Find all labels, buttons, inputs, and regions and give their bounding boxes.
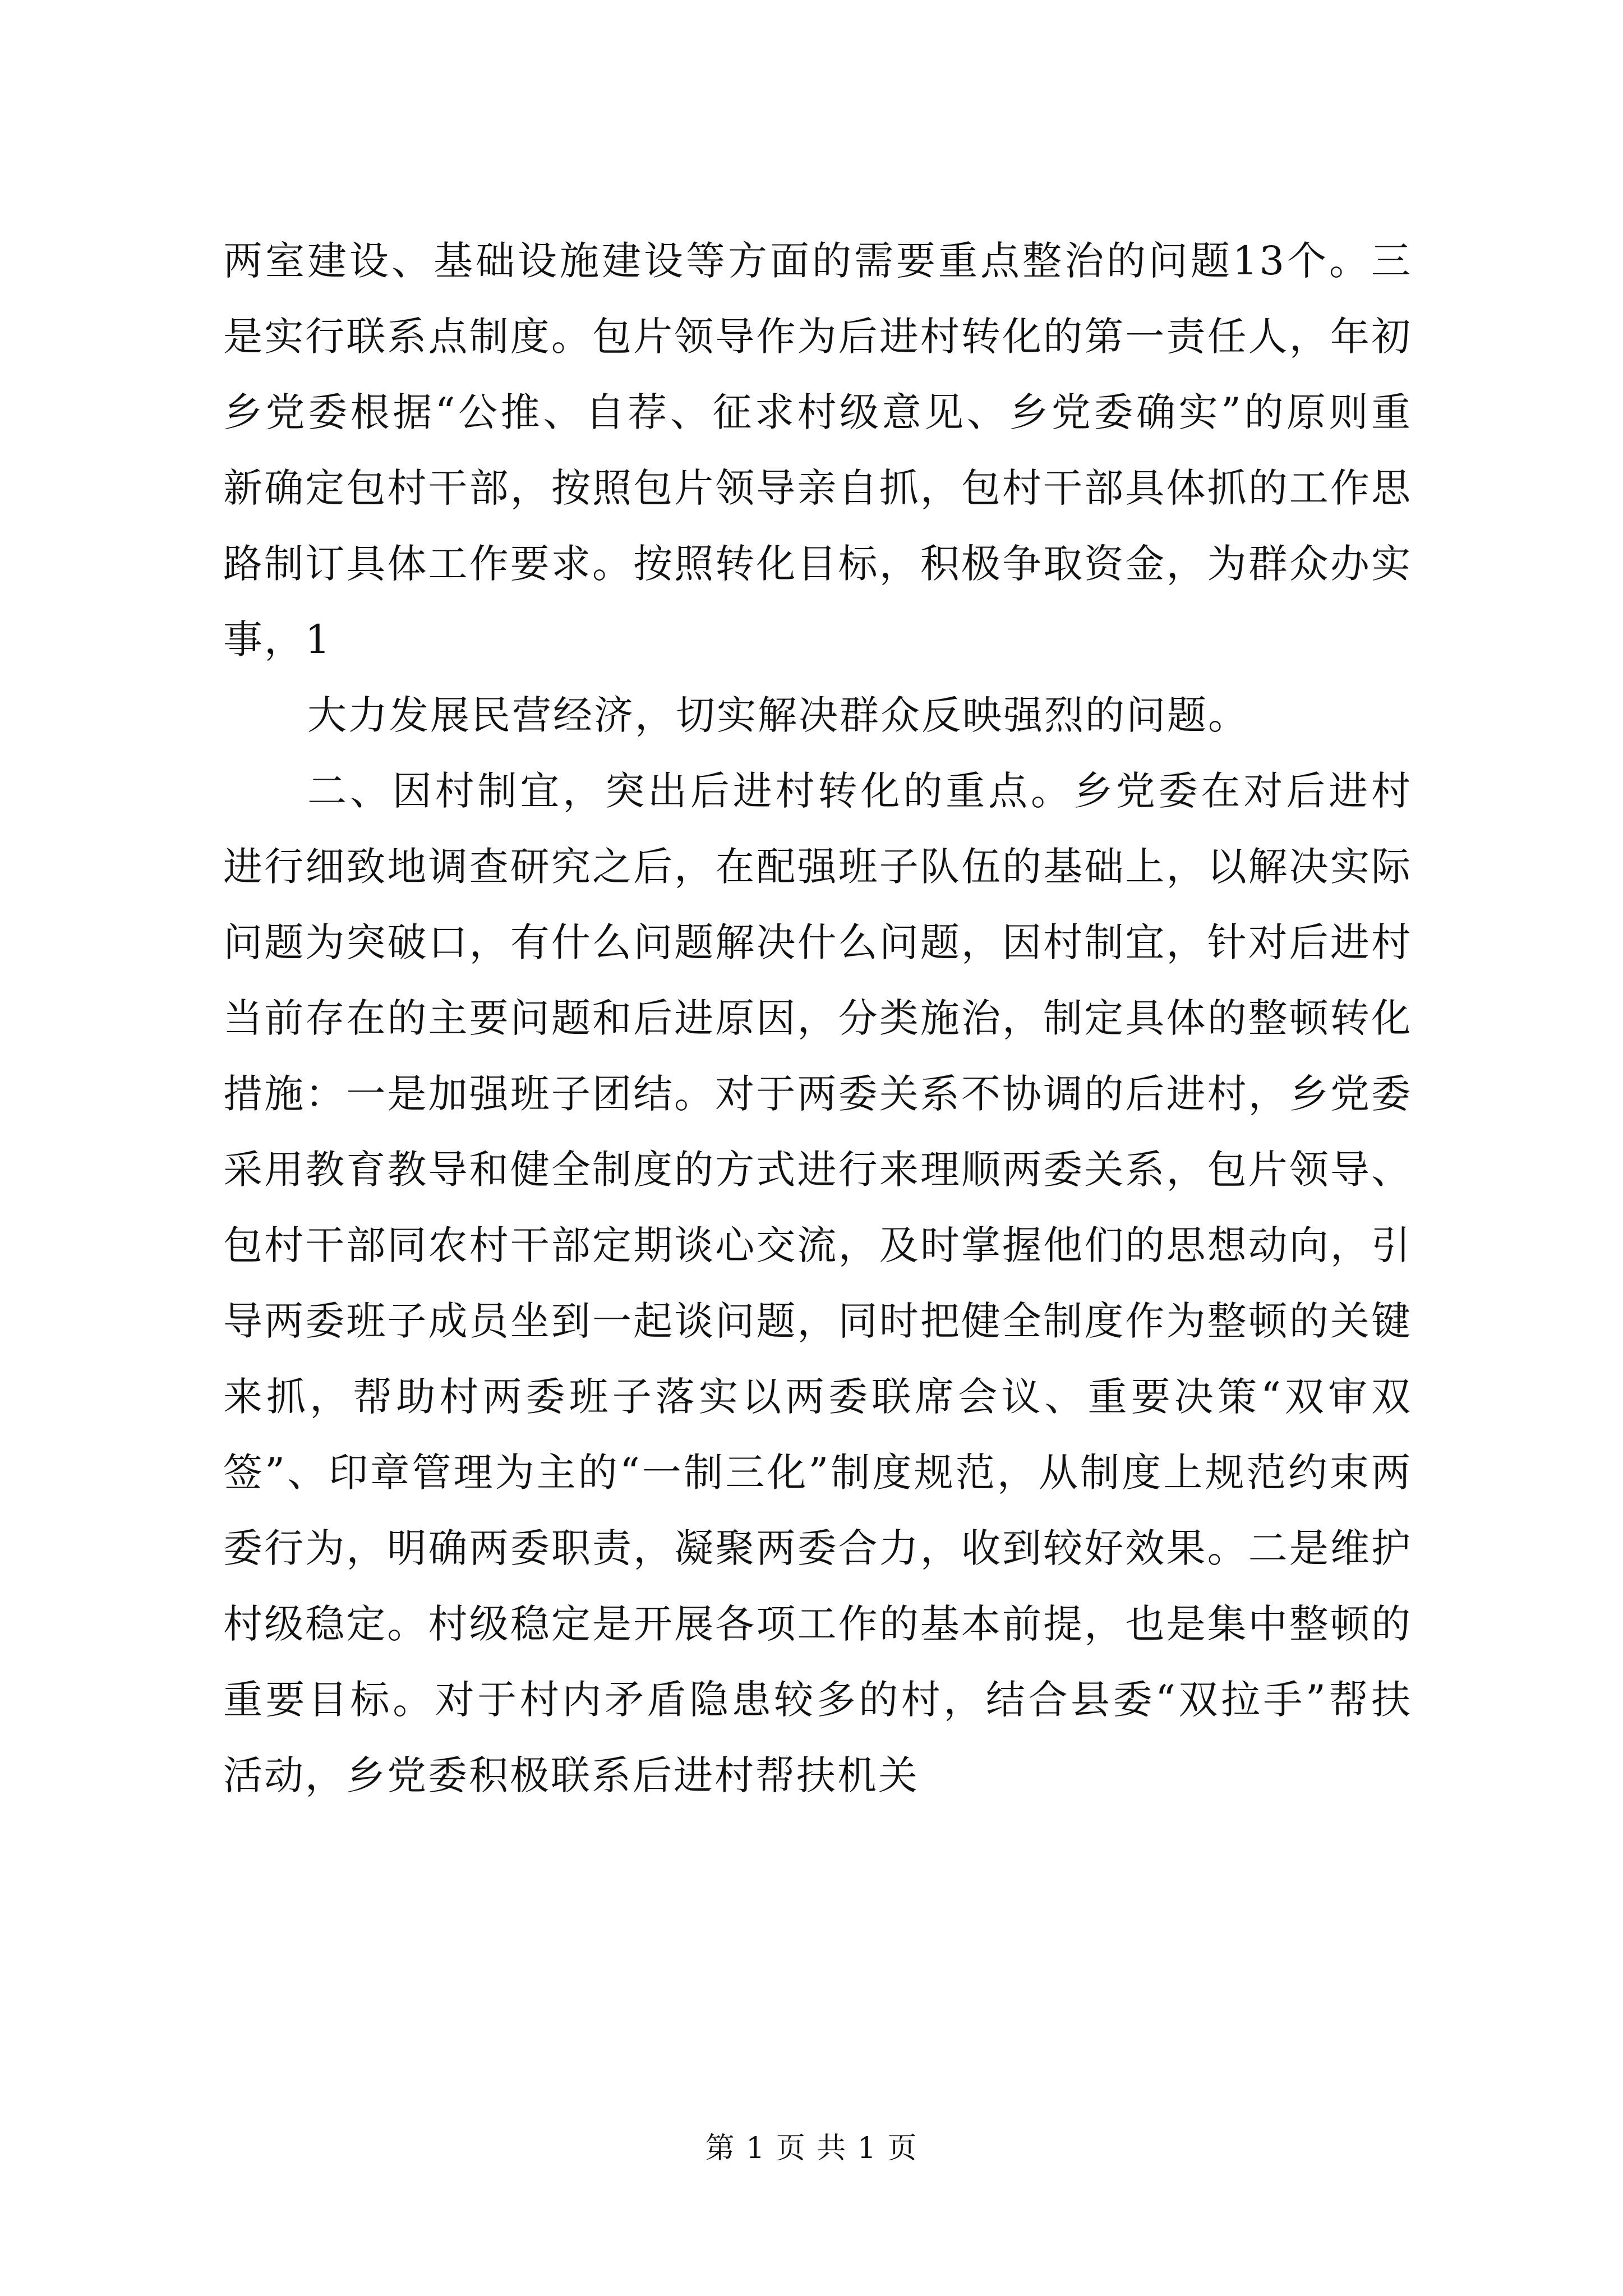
paragraph-1: 两室建设、基础设施建设等方面的需要重点整治的问题13个。三是实行联系点制度。包片领导作为后进村转化的第一责任人，年初乡党委根据“公推、自荐、征求村级意见、乡党委确实”的原则重新确定包村干部，按照包片领导亲自抓，包村干部具体抓的工作思路制订具体工作要求。按照转化目标，积极争取资金，为群众办实事，1 bbox=[223, 238, 1412, 662]
paragraph-3: 二、因村制宜，突出后进村转化的重点。乡党委在对后进村进行细致地调查研究之后，在配强班子队伍的基础上，以解决实际问题为突破口，有什么问题解决什么问题，因村制宜，针对后进村当前存在的主要问题和后进原因，分类施治，制定具体的整顿转化措施：一是加强班子团结。对于两委关系不协调的后进村，乡党委采用教育教导和健全制度的方式进行来理顺两委关系，包片领导、包村干部同农村干部定期谈心交流，及时掌握他们的思想动向，引导两委班子成员坐到一起谈问题，同时把健全制度作为整顿的关键来抓，帮助村两委班子落实以两委联席会议、重要决策“双审双签”、印章管理为主的“一制三化”制度规范，从制度上规范约束两委行为，明确两委职责，凝聚两委合力，收到较好效果。二是维护村级稳定。村级稳定是开展各项工作的基本前提，也是集中整顿的重要目标。对于村内矛盾隐患较多的村，结合县委“双拉手”帮扶活动，乡党委积极联系后进村帮扶机关 bbox=[223, 768, 1412, 1798]
paragraph-2: 大力发展民营经济，切实解决群众反映强烈的问题。 bbox=[307, 692, 1249, 738]
document-body bbox=[223, 223, 1412, 1814]
page-footer: 第 1 页 共 1 页 bbox=[705, 2132, 918, 2165]
